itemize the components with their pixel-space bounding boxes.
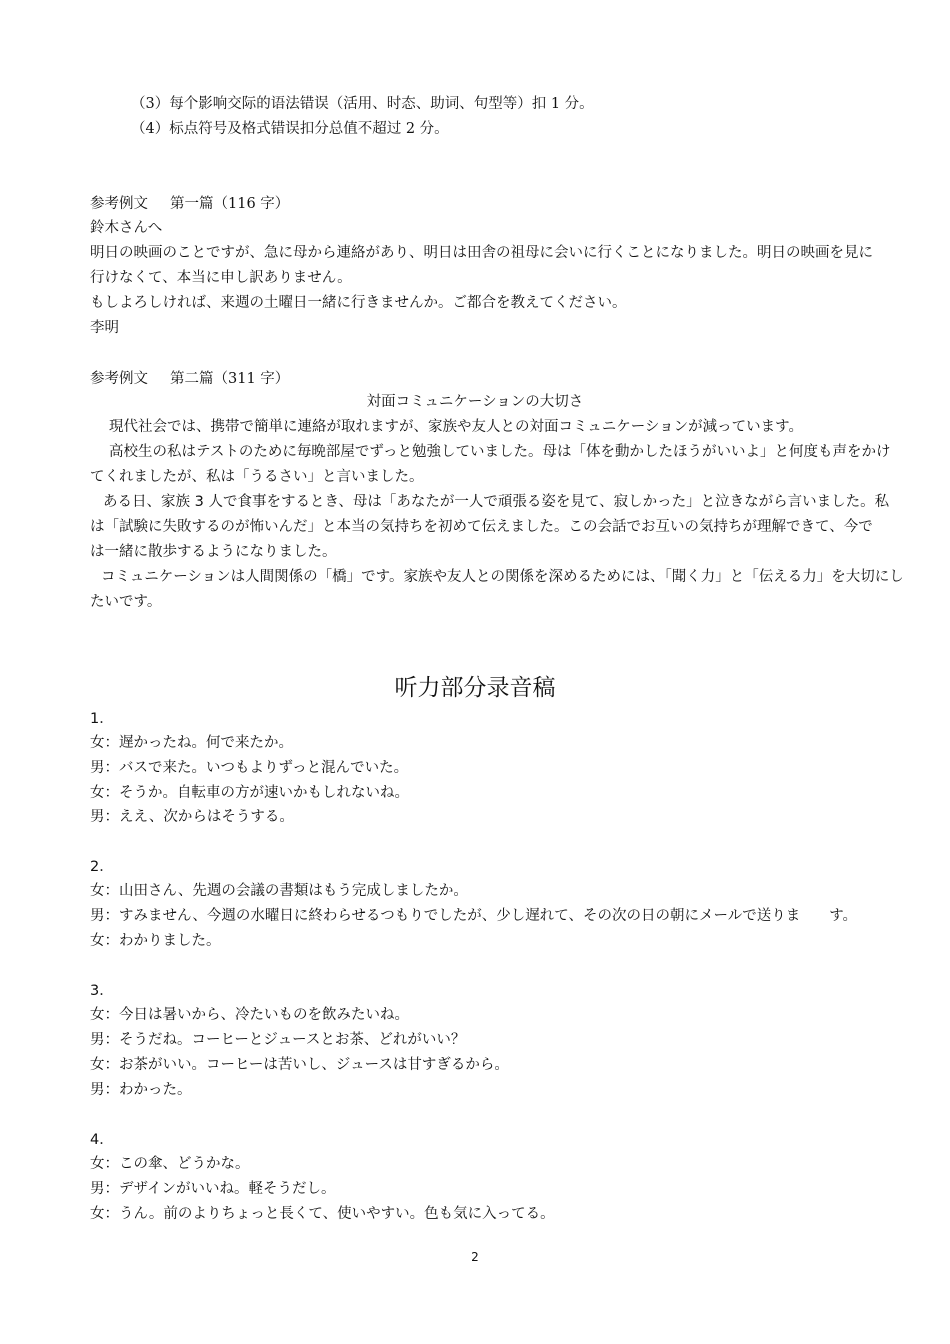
dialogue-line: 女：お茶がいい。コーヒーは苦いし、ジュースは甘すぎるから。 [90, 1057, 509, 1073]
dialogue-line: 男：すみません、今週の水曜日に終わらせるつもりでしたが、少し遅れて、その次の日の朝にメールで送りま す。 [90, 908, 858, 924]
dialogue-line: 女：山田さん、先週の会議の書類はもう完成しましたか。 [90, 883, 468, 899]
essay-1-label: 参考例文 [90, 196, 148, 212]
question-number: 3． [90, 983, 114, 999]
dialogue-line: 男：わかった。 [90, 1082, 192, 1098]
essay-2-line: 現代社会では、携帯で簡単に連絡が取れますが、家族や友人との対面コミュニケーションが減っています。 [109, 419, 803, 435]
dialogue-line: 女：うん。前のよりちょっと長くて、使いやすい。色も気に入ってる。 [90, 1206, 555, 1222]
rule-item-4: （4）标点符号及格式错误扣分总值不超过 2 分。 [131, 121, 449, 137]
dialogue-line: 女：この傘、どうかな。 [90, 1156, 250, 1172]
essay-1-line: 行けなくて、本当に申し訳ありません。 [90, 270, 352, 286]
dialogue-line: 男：バスで来た。いつもよりずっと混んでいた。 [90, 760, 409, 776]
page-number: 2 [471, 1250, 479, 1264]
essay-2-line: コミュニケーションは人間関係の「橋」です。家族や友人との関係を深めるためには、「聞く力」と「伝える力」を大切にし [101, 569, 904, 585]
essay-1-line: 明日の映画のことですが、急に母から連絡があり、明日は田舎の祖母に会いに行くことになりました。明日の映画を見に [90, 245, 873, 261]
dialogue-line: 男：デザインがいいね。軽そうだし。 [90, 1181, 336, 1197]
question-number: 4． [90, 1132, 114, 1148]
essay-2-heading: 第二篇（311 字） [170, 371, 290, 387]
dialogue-line: 女：そうか。自転車の方が速いかもしれないね。 [90, 785, 409, 801]
dialogue-line: 女：遅かったね。何で来たか。 [90, 735, 293, 751]
dialogue-line: 男：そうだね。コーヒーとジュースとお茶、どれがいい？ [90, 1032, 466, 1048]
dialogue-line: 男：ええ、次からはそうする。 [90, 809, 294, 825]
essay-2-title: 対面コミュニケーションの大切さ [366, 394, 584, 410]
rule-item-3: （3）每个影响交际的语法错误（活用、时态、助词、句型等）扣 1 分。 [131, 96, 594, 112]
essay-1-heading: 第一篇（116 字） [170, 196, 290, 212]
essay-2-line: てくれましたが、私は「うるさい」と言いました。 [90, 469, 424, 485]
essay-2-line: は「試験に失敗するのが怖いんだ」と本当の気持ちを初めて伝えました。この会話でお互いの気持ちが理解できて、今で [90, 519, 873, 535]
dialogue-line: 女：今日は暑いから、冷たいものを飲みたいね。 [90, 1007, 409, 1023]
essay-2-label: 参考例文 [90, 371, 148, 387]
essay-2-line: ある日、家族 3 人で食事をするとき、母は「あなたが一人で頑張る姿を見て、寂しかった」と泣きながら言いました。私 [103, 494, 890, 510]
essay-2-line: は一緒に散歩するようになりました。 [90, 544, 337, 560]
question-number: 1． [90, 711, 114, 727]
essay-2-line: 高校生の私はテストのために毎晩部屋でずっと勉強していました。母は「体を動かしたほうがいいよ」と何度も声をかけ [109, 444, 891, 460]
essay-1-header [90, 191, 289, 217]
listening-title: 听力部分录音稿 [394, 675, 556, 701]
essay-1-line: もしよろしければ、来週の土曜日一緒に行きませんか。ご都合を教えてください。 [90, 295, 627, 311]
essay-2-line: たいです。 [90, 594, 162, 610]
dialogue-line: 女：わかりました。 [90, 933, 221, 949]
question-number: 2． [90, 859, 114, 875]
letter-recipient: 鈴木さんへ [90, 220, 163, 236]
letter-signature: 李明 [90, 320, 119, 336]
